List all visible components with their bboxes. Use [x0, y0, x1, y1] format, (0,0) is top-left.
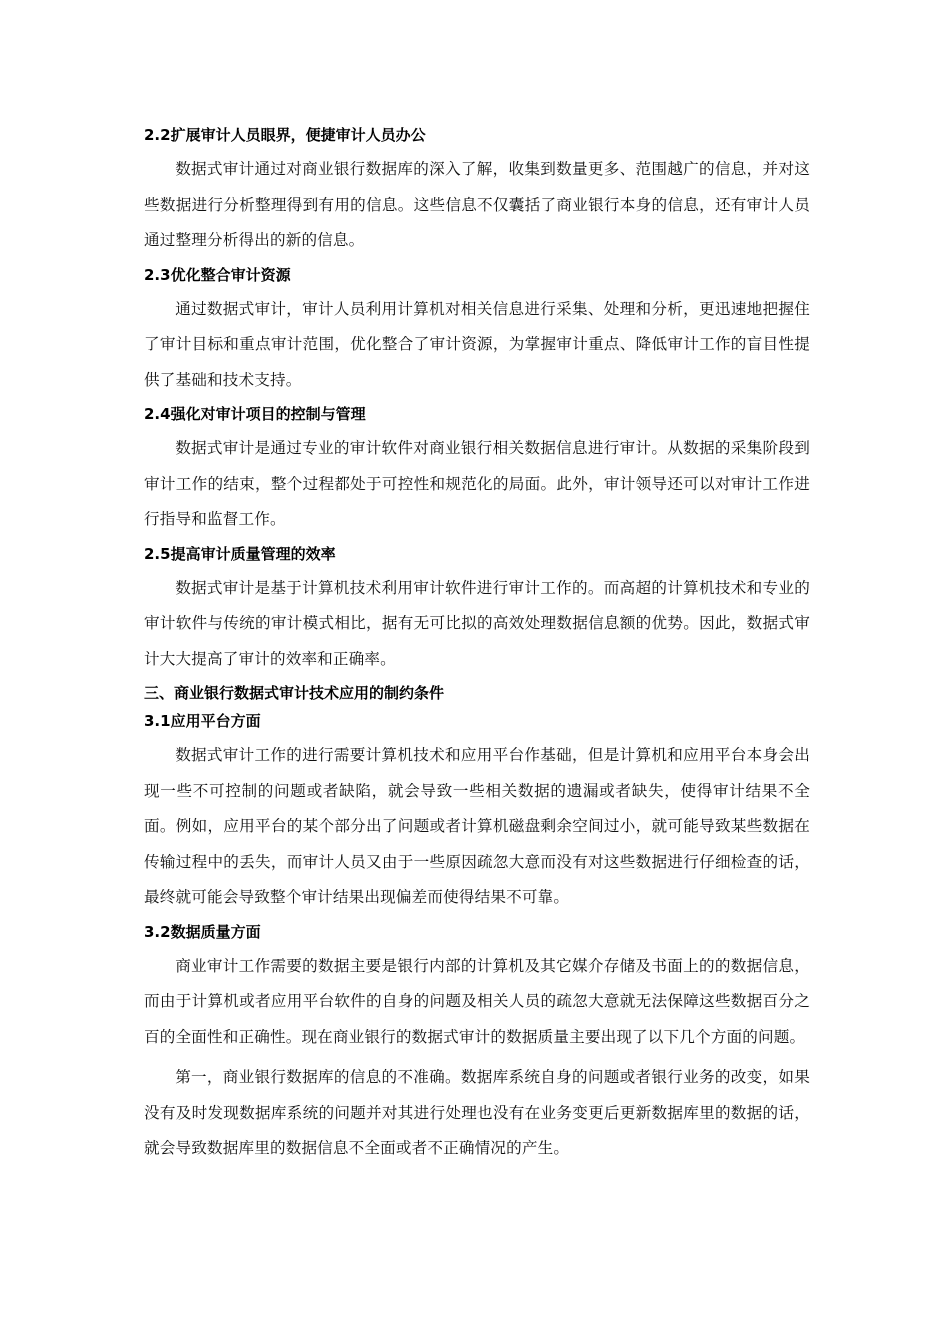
paragraph-2-4: 数据式审计是通过专业的审计软件对商业银行相关数据信息进行审计。从数据的采集阶段到审计工作的结束，整个过程都处于可控性和规范化的局面。此外，审计领导还可以对审计工作进行指导和监督工作。: [144, 439, 810, 528]
paragraph-3-2-intro: 商业审计工作需要的数据主要是银行内部的计算机及其它媒介存储及书面上的的数据信息，而由于计算机或者应用平台软件的自身的问题及相关人员的疏忽大意就无法保障这些数据百分之百的全面性和正确性。现在商业银行的数据式审计的数据质量主要出现了以下几个方面的问题。: [144, 956, 810, 1046]
paragraph-2-2: 数据式审计通过对商业银行数据库的深入了解，收集到数量更多、范围越广的信息，并对这些数据进行分析整理得到有用的信息。这些信息不仅囊括了商业银行本身的信息，还有审计人员通过整理分析得出的新的信息。: [144, 160, 810, 249]
section-heading-2-2: 2.2扩展审计人员眼界，便捷审计人员办公: [144, 126, 426, 144]
section-heading-2-4: 2.4强化对审计项目的控制与管理: [144, 405, 366, 423]
section-heading-3-2: 3.2数据质量方面: [144, 922, 261, 941]
paragraph-2-5: 数据式审计是基于计算机技术利用审计软件进行审计工作的。而高超的计算机技术和专业的审计软件与传统的审计模式相比，据有无可比拟的高效处理数据信息额的优势。因此，数据式审计大大提高了审计的效率和正确率。: [144, 578, 810, 668]
document-body: [144, 124, 810, 1172]
paragraph-2-3: 通过数据式审计，审计人员利用计算机对相关信息进行采集、处理和分析，更迅速地把握住了审计目标和重点审计范围，优化整合了审计资源，为掌握审计重点、降低审计工作的盲目性提供了基础和技术支持。: [144, 299, 810, 389]
paragraph-3-2-first: 第一，商业银行数据库的信息的不准确。数据库系统自身的问题或者银行业务的改变，如果没有及时发现数据库系统的问题并对其进行处理也没有在业务变更后更新数据库里的数据的话，就会导致数据库里的数据信息不全面或者不正确情况的产生。: [144, 1068, 810, 1157]
section-heading-3-1: 3.1应用平台方面: [144, 712, 261, 730]
section-heading-2-5: 2.5提高审计质量管理的效率: [144, 544, 336, 563]
paragraph-3-1: 数据式审计工作的进行需要计算机技术和应用平台作基础，但是计算机和应用平台本身会出现一些不可控制的问题或者缺陷，就会导致一些相关数据的遗漏或者缺失，使得审计结果不全面。例如，应用平台的某个部分出了问题或者计算机磁盘剩余空间过小，就可能导致某些数据在传输过程中的丢失，而审计人员又由于一些原因疏忽大意而没有对这些数据进行仔细检查的话，最终就可能会导致整个审计结果出现偏差而使得结果不可靠。: [144, 746, 810, 906]
section-heading-2-3: 2.3优化整合审计资源: [144, 265, 291, 284]
chapter-heading-3: 三、商业银行数据式审计技术应用的制约条件: [144, 684, 445, 702]
